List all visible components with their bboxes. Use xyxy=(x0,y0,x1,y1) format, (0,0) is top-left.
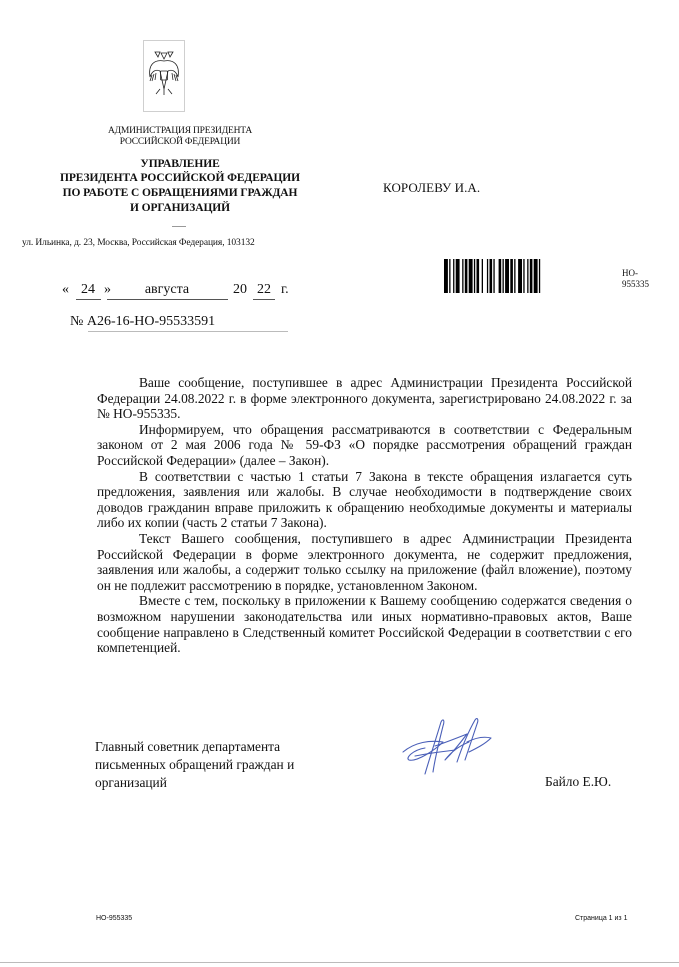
signer-position-line-2: письменных обращений граждан и xyxy=(95,757,295,772)
date-day-underline xyxy=(76,299,101,300)
header-divider xyxy=(172,226,186,227)
footer-page-number: Страница 1 из 1 xyxy=(575,915,628,922)
page-bottom-edge xyxy=(0,962,679,963)
barcode-label xyxy=(622,268,649,290)
footer-registration-number: НО-955335 xyxy=(96,915,133,922)
body-paragraph-1: Ваше сообщение, поступившее в адрес Администрации Президента Российской Федерации 24.08.2022 г. в форме электронного документа, зарегистрировано 24.08.2022 г. за № НО-955335. xyxy=(97,375,632,422)
date-close-quote: » xyxy=(104,282,111,297)
signer-position-line-1: Главный советник департамента xyxy=(95,739,281,754)
signer-position-line-3: организаций xyxy=(95,775,167,790)
body-paragraph-3: В соответствии с частью 1 статьи 7 Закона в тексте обращения излагается суть предложения, заявления или жалобы. В случае необходимости в подтверждение своих доводов гражданин вправе приложить к обращению необходимые документы и материалы либо их копии (часть 2 статьи 7 Закона). xyxy=(97,468,632,531)
date-year: 22 xyxy=(257,282,271,297)
date-month: августа xyxy=(144,282,190,297)
sender-address: ул. Ильинка, д. 23, Москва, Российская Федерация, 103132 xyxy=(22,238,255,248)
recipient-name: КОРОЛЕВУ И.А. xyxy=(383,180,481,195)
document-number-underline xyxy=(88,331,288,332)
barcode-label-line-2: 955335 xyxy=(622,279,649,289)
administration-title-line-1: АДМИНИСТРАЦИЯ ПРЕЗИДЕНТА xyxy=(107,126,253,136)
date-day: 24 xyxy=(81,282,95,297)
barcode-icon xyxy=(444,259,614,293)
administration-title-line-2: РОССИЙСКОЙ ФЕДЕРАЦИИ xyxy=(119,137,241,147)
department-title-line-4: И ОРГАНИЗАЦИЙ xyxy=(130,202,230,214)
date-open-quote: « xyxy=(62,282,69,297)
barcode-label-line-1: НО- xyxy=(622,268,638,278)
date-year-underline xyxy=(253,299,275,300)
department-title-line-2: ПРЕЗИДЕНТА РОССИЙСКОЙ ФЕДЕРАЦИИ xyxy=(60,172,300,184)
body-paragraph-2: Информируем, что обращения рассматриваются в соответствии с Федеральным законом от 2 мая 2006 года № 59-ФЗ «О порядке рассмотрения обращений граждан Российской Федерации» (далее – Закон). xyxy=(97,421,632,468)
body-paragraph-4: Текст Вашего сообщения, поступившего в адрес Администрации Президента Российской Федерации в форме электронного документа, не содержит предложения, заявления или жалобы, а содержит только ссылку на приложение (файл вложение), поэтому он не подлежит рассмотрению в порядке, установленном Законом. xyxy=(97,530,632,593)
coat-of-arms-icon xyxy=(143,40,185,112)
date-century: 20 xyxy=(233,282,247,297)
document-number: № А26-16-НО-95533591 xyxy=(70,314,216,329)
handwritten-signature-icon xyxy=(395,712,500,792)
date-month-underline xyxy=(107,299,228,300)
date-year-suffix: г. xyxy=(281,282,289,297)
department-title-line-1: УПРАВЛЕНИЕ xyxy=(140,158,220,170)
letter-body xyxy=(97,375,632,656)
signer-name: Байло Е.Ю. xyxy=(545,774,612,789)
signer-position xyxy=(95,738,355,792)
body-paragraph-5: Вместе с тем, поскольку в приложении к Вашему сообщению содержатся сведения о возможном нарушении законодательства или иных нормативно-правовых актов, Ваше сообщение направлено в Следственный комитет Российской Федерации в соответствии с его компетенцией. xyxy=(97,593,632,656)
department-title-line-3: ПО РАБОТЕ С ОБРАЩЕНИЯМИ ГРАЖДАН xyxy=(62,187,298,199)
